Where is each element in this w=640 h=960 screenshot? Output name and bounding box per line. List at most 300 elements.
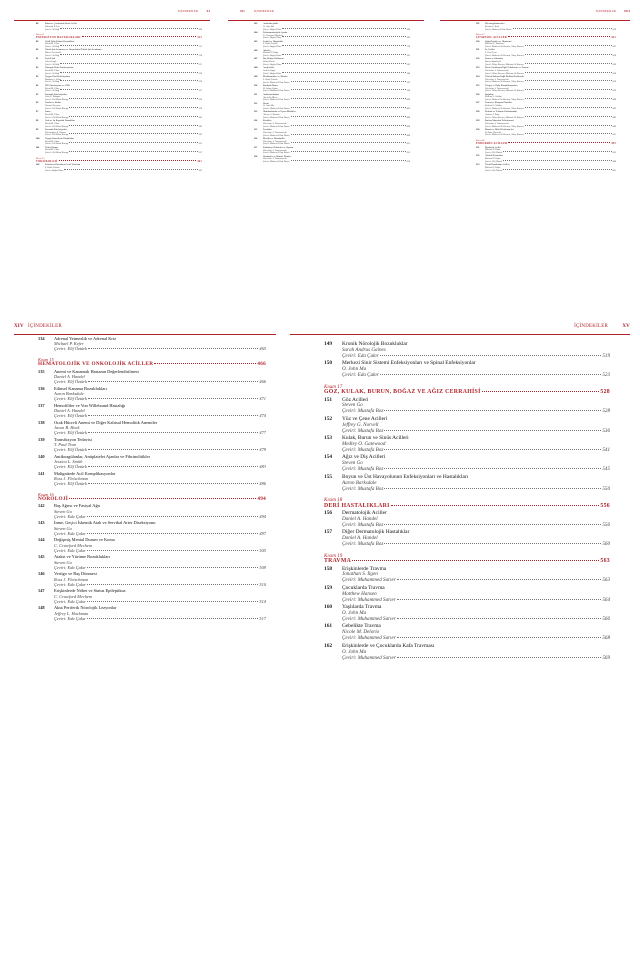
section-page: 556 (600, 502, 610, 509)
chapter-number: 120 (476, 40, 480, 43)
chapter-translator-row (342, 617, 610, 623)
chapter-entry[interactable] (36, 41, 202, 49)
dot-leader (60, 28, 198, 29)
chapter-entry[interactable] (38, 437, 266, 453)
chapter-author: Richard A. Walker (485, 96, 502, 99)
chapter-entry[interactable] (324, 398, 610, 416)
chapter-entry[interactable] (36, 164, 202, 172)
chapter-author: Shane Kasin (263, 61, 275, 64)
section-label: Kısım 13 (476, 34, 485, 37)
chapter-translator: Çeviri: Nilay Karaca, Mehmet Ali Karaca (485, 116, 524, 119)
dot-leader (60, 63, 198, 64)
chapter-entry[interactable] (324, 455, 610, 473)
chapter-entry[interactable] (254, 103, 410, 111)
chapter-translator-row (45, 152, 202, 155)
chapter-entry[interactable] (324, 342, 610, 360)
chapter-title: Dermatolojik Aciller (342, 510, 387, 516)
chapter-entry[interactable] (38, 520, 266, 536)
chapter-translator-row (45, 117, 202, 120)
dot-leader (380, 355, 602, 356)
chapter-entry[interactable] (324, 417, 610, 435)
chapter-title: Vitaminler ve Bitkisel Ürünler (263, 155, 291, 158)
chapter-number: 101 (36, 146, 40, 149)
header-label: İÇİNDEKİLER (596, 10, 616, 13)
chapter-number: 107 (254, 58, 258, 61)
chapter-author: Aaron Barksdale (54, 390, 84, 396)
chapter-number: 92 (36, 67, 39, 70)
chapter-entry[interactable] (324, 567, 610, 585)
chapter-entry[interactable] (324, 511, 610, 529)
chapter-title: Seyfik Şok (45, 58, 56, 61)
dot-leader (525, 125, 612, 126)
section-title-row[interactable] (476, 37, 616, 40)
chapter-title: Gebelikte Travma (342, 623, 381, 630)
chapter-title: Antikonvülzanlar (263, 93, 280, 96)
chapter-entry[interactable] (38, 471, 266, 487)
chapter-number: 159 (324, 584, 333, 591)
chapter-translator: Çeviri: Elif Öztürk (54, 447, 87, 453)
dot-leader (69, 142, 197, 143)
dot-leader (525, 63, 612, 64)
chapter-entry[interactable] (476, 147, 616, 155)
dot-leader (69, 133, 197, 134)
dot-leader (291, 116, 406, 117)
chapter-title: Ataksi ve Yürüme Bozuklukları (54, 554, 111, 560)
section-heading (38, 492, 266, 502)
chapter-number: 147 (38, 588, 45, 594)
chapter-number: 146 (38, 571, 45, 577)
section-title-row[interactable] (324, 559, 610, 565)
chapter-entry[interactable] (38, 588, 266, 604)
chapter-entry[interactable] (324, 530, 610, 548)
chapter-entry[interactable] (324, 624, 610, 642)
chapter-page: 329 (198, 81, 202, 84)
chapter-number: 106 (254, 49, 258, 52)
chapter-page: 331 (198, 90, 202, 93)
chapter-entry[interactable] (324, 475, 610, 493)
chapter-entry[interactable] (36, 147, 202, 155)
chapter-entry[interactable] (38, 403, 266, 419)
chapter-page: 406 (406, 125, 410, 128)
chapter-entry[interactable] (38, 605, 266, 621)
section-page: 361 (197, 159, 202, 163)
chapter-page: 300 (198, 28, 202, 31)
chapter-page: 336 (198, 99, 202, 102)
chapter-page: 486 (259, 481, 266, 487)
chapter-translator: Çeviri: Mustafa Boz (342, 521, 384, 528)
chapter-translator: Çeviri: Mehmet Ali Karaca, Nilay Karaca (485, 99, 524, 102)
chapter-author: Jonathan S. Ilgen (342, 571, 378, 578)
header-page-number: XI (206, 10, 210, 13)
chapter-author: Vincent Nacuoni (45, 105, 61, 108)
chapter-author: T. Paul Tran (54, 441, 76, 447)
chapter-number: 162 (324, 642, 333, 649)
chapter-author: C. Crawford Mechem (263, 34, 283, 37)
chapter-author: Steven Go (54, 508, 72, 514)
dot-leader (384, 524, 601, 525)
chapter-title: Malignitede Acil Komplikasyonlar (54, 470, 116, 476)
chapter-translator: Çeviri: Elif Öztürk (485, 160, 503, 163)
chapter-page: 509 (259, 564, 266, 570)
chapter-entry[interactable] (36, 138, 202, 146)
chapter-number: 105 (254, 40, 258, 43)
chapter-entry[interactable] (324, 644, 610, 662)
chapter-entry[interactable] (254, 23, 410, 31)
chapter-entry[interactable] (36, 23, 202, 31)
chapter-title: Anemi ve Kanamalı Hastanın Değerlendirilmesi (54, 368, 139, 374)
chapter-page: 436 (612, 81, 616, 84)
dot-leader (59, 160, 197, 161)
chapter-translator: Çeviri: Ali Bağ (45, 54, 59, 57)
chapter-entry[interactable] (324, 436, 610, 454)
chapter-author: Michael P. Kefer (54, 341, 84, 347)
dot-leader (154, 363, 256, 364)
chapter-title: Diyabetik Aciller (485, 146, 501, 149)
section-heading (36, 158, 202, 164)
section-title-row[interactable] (324, 390, 610, 396)
chapter-translator: Çeviri: Ali Bağ (45, 28, 59, 31)
chapter-title: Alkoller (263, 49, 271, 52)
chapter-entry[interactable] (324, 605, 610, 623)
dot-leader (282, 72, 405, 73)
chapter-entry[interactable] (36, 120, 202, 128)
chapter-entry[interactable] (476, 41, 616, 49)
chapter-number: 96 (36, 102, 39, 105)
chapter-number: 154 (324, 454, 333, 461)
chapter-translator: Çeviri: Buğra İlhan (263, 37, 282, 40)
chapter-entry[interactable] (36, 102, 202, 110)
dot-leader (69, 498, 256, 499)
chapter-number: 98 (36, 120, 39, 123)
chapter-translator: Çeviri: Mehmet Cihat Demir (263, 125, 290, 128)
chapter-translator-row (54, 531, 266, 536)
chapter-page: 383 (406, 63, 410, 66)
dot-leader (291, 98, 406, 99)
chapter-translator: Çeviri: Buğra İlhan (263, 55, 282, 58)
section-page: 455 (611, 141, 616, 145)
chapter-author: Burton Bentley II (485, 60, 501, 63)
chapter-translator: Çeviri: Mustafa Boz (342, 466, 384, 473)
chapter-translator: Çeviri: Eda Çakır (342, 372, 379, 379)
chapter-entry[interactable] (476, 76, 616, 84)
chapter-number: 116 (254, 137, 258, 140)
chapter-number: 127 (476, 102, 480, 105)
chapter-number: 93 (36, 75, 39, 78)
chapter-translator-row (342, 409, 610, 415)
dot-leader (291, 81, 406, 82)
chapter-page: 494 (259, 513, 266, 519)
chapter-translator-row (485, 55, 616, 58)
chapter-translator: Çeviri: Eda Çakır (54, 547, 86, 553)
chapter-entry[interactable] (38, 537, 266, 553)
chapter-translator: Çeviri: Mehmet Ali Karaca, Nilay Karaca (485, 54, 524, 57)
chapter-page: 471 (259, 396, 266, 402)
chapter-number: 104 (254, 31, 258, 34)
chapter-entry[interactable] (36, 85, 202, 93)
chapter-entry[interactable] (254, 85, 410, 93)
toc-page-xii (228, 8, 424, 303)
dot-leader (88, 398, 258, 399)
chapter-entry[interactable] (254, 50, 410, 58)
chapter-author: Steven Go (342, 402, 363, 409)
chapter-page: 477 (259, 430, 266, 436)
chapter-author: Michael P. Kefer (485, 158, 501, 161)
chapter-translator: Çeviri: Mehmet Cihat Demir (263, 152, 290, 155)
section-name: TRAVMA (324, 558, 352, 565)
chapter-page: 479 (259, 447, 266, 453)
chapter-entry[interactable] (36, 58, 202, 66)
dot-leader (384, 449, 601, 450)
chapter-title: Sıtma (45, 111, 51, 114)
chapter-author: C. Crawford Mechem (54, 542, 93, 548)
chapter-author: David M. Cline (45, 122, 60, 125)
section-title-row[interactable] (476, 143, 616, 146)
chapter-translator-row (485, 126, 616, 129)
chapter-translator-row (342, 373, 610, 379)
chapter-translator-row (485, 73, 616, 76)
chapter-number: 119 (476, 23, 480, 25)
chapter-title: Akut Periferik Nörolojik Lezyonlar (54, 605, 117, 611)
chapter-author: John Gough (45, 60, 57, 63)
chapter-entry[interactable] (476, 111, 616, 119)
chapter-author: D. Adam Algren (263, 87, 278, 90)
dot-leader (88, 483, 258, 484)
chapter-translator: Çeviri: Mehmet Ali Karaca, Nilay Karaca (485, 107, 524, 110)
dot-leader (525, 133, 612, 134)
chapter-translator: Çeviri: Mehmet Cihat Demir (263, 108, 290, 111)
chapter-entry[interactable] (38, 336, 266, 352)
chapter-translator-row (485, 170, 616, 173)
chapter-translator-row (263, 46, 410, 49)
chapter-translator-row (263, 108, 410, 111)
chapter-number: 134 (38, 336, 45, 341)
chapter-translator: Çeviri: Ali Bağ (45, 72, 59, 75)
chapter-entry[interactable] (254, 32, 410, 40)
chapter-translator: Çeviri: Buğra İlhan (263, 28, 282, 31)
chapter-page: 556 (602, 521, 610, 528)
chapter-entry[interactable] (476, 85, 616, 93)
chapter-entry[interactable] (476, 49, 616, 57)
chapter-author: Marco Pescarelli (45, 52, 61, 55)
chapter-number: 121 (476, 49, 480, 52)
chapter-translator-row (342, 636, 610, 642)
chapter-number: 143 (38, 520, 45, 526)
chapter-translator-row (485, 117, 616, 120)
chapter-entry[interactable] (476, 120, 616, 128)
chapter-entry[interactable] (254, 129, 410, 137)
chapter-title: Yüzgeç ve Dalış Komplikasyonları (485, 84, 518, 87)
chapter-entry[interactable] (254, 94, 410, 102)
toc-page-xiii (440, 8, 630, 303)
chapter-page: 474 (259, 413, 266, 419)
chapter-author: T. Paul Tran (485, 52, 497, 55)
dot-leader (88, 381, 258, 382)
chapter-entry[interactable] (36, 111, 202, 119)
chapter-entry[interactable] (476, 164, 616, 172)
chapter-page: 368 (406, 28, 410, 31)
chapter-translator: Çeviri: Ali Bağ (45, 46, 59, 49)
chapter-entry[interactable] (324, 586, 610, 604)
chapter-author: Joshua Vogel (263, 69, 276, 72)
chapter-translator-row (263, 29, 410, 32)
chapter-page: 361 (198, 169, 202, 172)
header-page-number: XIV (14, 324, 24, 329)
section-title-row[interactable] (36, 37, 202, 40)
chapter-entry[interactable] (254, 76, 410, 84)
chapter-entry[interactable] (476, 67, 616, 75)
chapter-number: 114 (254, 120, 258, 123)
dot-leader (508, 142, 610, 143)
chapter-title: Vertigo ve Baş Dönmesi (54, 571, 97, 577)
chapter-entry[interactable] (476, 23, 616, 31)
section-heading (324, 385, 610, 397)
chapter-entry[interactable] (38, 420, 266, 436)
dot-leader (60, 45, 198, 46)
chapter-translator-row (342, 448, 610, 454)
chapter-translator: Çeviri: Mehmet Cihat Demir (485, 28, 512, 31)
chapter-title: Elektrik ve Yıldırım Yaralanmaları (485, 111, 517, 114)
chapter-title: Isırma ve Sokmalar (485, 58, 503, 61)
chapter-translator-row (45, 99, 202, 102)
chapter-entry[interactable] (254, 138, 410, 146)
chapter-translator: Çeviri: Mehmet Cihat Demir (263, 134, 290, 137)
dot-leader (291, 107, 406, 108)
chapter-translator: Çeviri: Eda Çakır (54, 615, 86, 621)
chapter-translator: Çeviri: Mustafa Boz (342, 408, 384, 415)
chapter-title: Yüz ve Çene Acilleri (342, 415, 388, 422)
section-page: 528 (600, 389, 610, 396)
chapter-title: Değişmiş Mental Durum ve Koma (54, 537, 115, 543)
chapter-title: Erişkinlerde ve Çocuklarda Kafa Travması (342, 642, 435, 649)
dot-leader (525, 72, 612, 73)
chapter-page: 545 (602, 466, 610, 473)
chapter-entry[interactable] (36, 67, 202, 75)
chapter-entry[interactable] (36, 129, 202, 137)
chapter-entry[interactable] (38, 454, 266, 470)
chapter-author: Christian A. Tomaszewski (263, 123, 287, 126)
chapter-entry[interactable] (476, 129, 616, 137)
dot-leader (503, 151, 611, 152)
chapter-title: HIV Enfeksiyonu ve AIDS (45, 84, 70, 87)
chapter-entry[interactable] (476, 58, 616, 66)
chapter-title: Erişkinlerde Travma (342, 565, 387, 572)
chapter-author: Christian A. Tomaszewski (485, 69, 509, 72)
chapter-entry[interactable] (38, 386, 266, 402)
chapter-number: 125 (476, 84, 480, 87)
page-header (14, 316, 276, 335)
section-title-row[interactable] (36, 161, 202, 164)
chapter-translator-row (45, 170, 202, 173)
chapter-entry[interactable] (36, 94, 202, 102)
chapter-author: Deborah R. Liu (45, 25, 60, 28)
dot-leader (397, 637, 602, 638)
chapter-entry[interactable] (254, 58, 410, 66)
chapter-author: Michael C. Wadman (485, 43, 504, 46)
chapter-title: Yaşlılarda Travma (342, 604, 382, 611)
chapter-title: Hemofililer ve Von Willebrand Hastalığı (54, 402, 126, 408)
chapter-translator: Çeviri: Mustafa Boz (342, 446, 384, 453)
chapter-author: John C. Tedegen (45, 96, 61, 99)
chapter-entry[interactable] (254, 147, 410, 155)
page-header (440, 8, 630, 21)
chapter-number: 122 (476, 58, 480, 61)
chapter-translator: Çeviri: Eda Çakır (54, 513, 86, 519)
chapter-entry[interactable] (254, 41, 410, 49)
dot-leader (87, 618, 259, 619)
chapter-number: 158 (324, 565, 333, 572)
chapter-page: 466 (259, 379, 266, 385)
chapter-title: Edinsel Kanama Bozuklukları (54, 385, 107, 391)
dot-leader (525, 54, 612, 55)
toc-list (36, 23, 202, 173)
chapter-entry[interactable] (38, 571, 266, 587)
chapter-entry[interactable] (38, 503, 266, 519)
section-title-row[interactable] (38, 497, 266, 502)
chapter-translator: Çeviri: Ali Bağ (45, 81, 59, 84)
dot-leader (282, 36, 405, 37)
chapter-entry[interactable] (254, 111, 410, 119)
section-heading (38, 357, 266, 367)
chapter-entry[interactable] (38, 369, 266, 385)
header-page-number: XII (240, 10, 245, 13)
chapter-entry[interactable] (38, 554, 266, 570)
chapter-translator-row (485, 108, 616, 111)
chapter-entry[interactable] (36, 76, 202, 84)
chapter-number: 136 (38, 385, 45, 391)
chapter-translator-row (342, 578, 610, 584)
chapter-author: L. Keith French (45, 166, 60, 169)
section-title-row[interactable] (324, 504, 610, 510)
chapter-entry[interactable] (324, 361, 610, 379)
chapter-entry[interactable] (254, 67, 410, 75)
section-title-row[interactable] (38, 362, 266, 367)
chapter-author: Allison A. Rusbak (263, 114, 280, 117)
chapter-translator-row (54, 514, 266, 519)
chapter-number: 156 (324, 510, 333, 516)
chapter-number: 133 (476, 164, 480, 167)
chapter-number: 132 (476, 155, 480, 158)
chapter-title: Dehemoglobinemiler (485, 23, 505, 25)
chapter-number: 103 (254, 23, 258, 25)
chapter-translator: Çeviri: Mehmet Cihat Demir (263, 81, 290, 84)
section-label: Kısım 15 (38, 357, 54, 363)
toc-list (38, 336, 266, 622)
section-page: 563 (600, 558, 610, 565)
chapter-translator: Çeviri: Eda Çakır (54, 581, 86, 587)
chapter-translator: Çeviri: Elif Öztürk (54, 481, 87, 487)
chapter-translator: Çeviri: Elif Öztürk (54, 396, 87, 402)
dot-leader (384, 468, 601, 469)
chapter-translator-row (485, 152, 616, 155)
chapter-entry[interactable] (476, 94, 616, 102)
chapter-translator-row (54, 616, 266, 621)
chapter-entry[interactable] (476, 102, 616, 110)
dot-leader (397, 599, 602, 600)
chapter-entry[interactable] (36, 49, 202, 57)
section-heading (476, 34, 616, 40)
chapter-entry[interactable] (254, 120, 410, 128)
chapter-entry[interactable] (254, 156, 410, 164)
dot-leader (291, 134, 406, 135)
chapter-translator-row (342, 467, 610, 473)
chapter-number: 140 (38, 453, 45, 459)
chapter-entry[interactable] (476, 155, 616, 163)
chapter-number: 128 (476, 111, 480, 114)
chapter-author: Medley O. Gatewood (342, 441, 386, 448)
chapter-page: 519 (602, 352, 610, 359)
chapter-number: 138 (38, 419, 45, 425)
chapter-title: Endüstriyel Toksinler ve Siyanür (263, 146, 294, 149)
